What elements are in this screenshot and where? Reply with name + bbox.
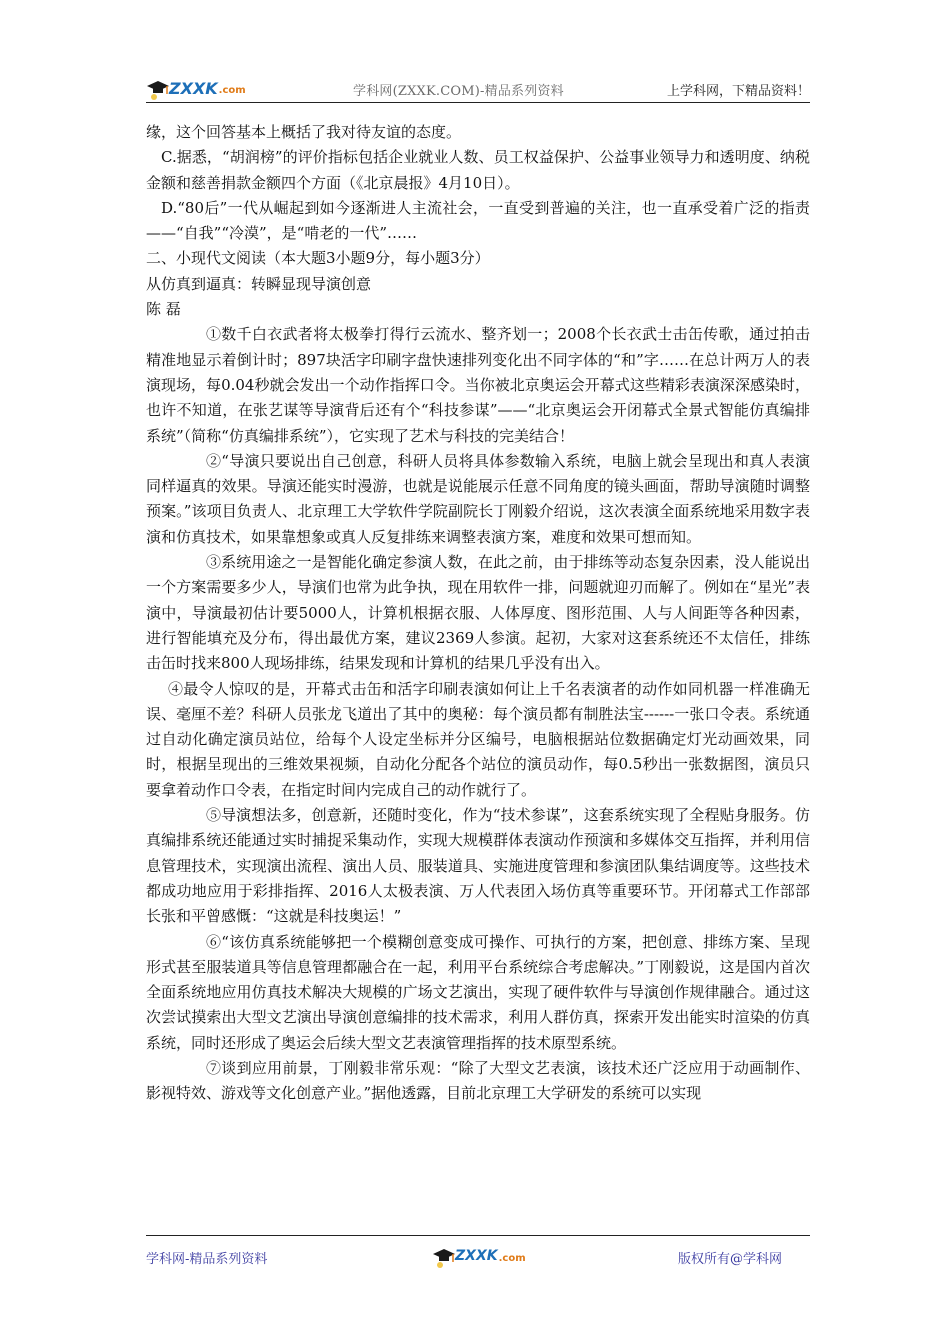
paragraph-6: ⑥“该仿真系统能够把一个模糊创意变成可操作、可执行的方案，把创意、排练方案、呈现形式甚至服装道具等信息管理都融合在一起，利用平台系统综合考虑解决。”丁刚毅说，这是国内首次全面系统地应用仿真技术解决大规模的广场文艺演出，实现了硬件软件与导演创作规律融合。通过这次尝试摸索出大型文艺演出导演创意编排的技术需求，利用人群仿真，探索开发出能实时渲染的仿真系统，同时还形成了奥运会后续大型文艺表演管理指挥的技术原型系统。 (146, 932, 810, 1052)
footer-divider (146, 1235, 810, 1236)
header-title: 学科网(ZXXK.COM)-精品系列资料 (353, 84, 564, 99)
footer-copyright: 版权所有@学科网 (677, 1252, 782, 1267)
logo-suffix: .com (218, 84, 246, 96)
graduation-cap-icon (432, 1247, 454, 1265)
footer-left-text: 学科网-精品系列资料 (146, 1252, 268, 1267)
paragraph-2: ②“导演只要说出自己创意，科研人员将具体参数输入系统，电脑上就会呈现出和真人表演同样逼真的效果。导演还能实时漫游，也就是说能展示任意不同角度的镜头画面，帮助导演随时调整预案。”该项目负责人、北京理工大学软件学院副院长丁刚毅介绍说，这次表演全面系统地采用数字表演和仿真技术，如果靠想象或真人反复排练来调整表演方案，难度和效果可想而知。 (146, 451, 810, 546)
page-header (146, 72, 810, 102)
page-footer (146, 1242, 810, 1272)
option-d: D.“80后”一代从崛起到如今逐渐进人主流社会，一直受到普遍的关注，也一直承受着广泛的指责——“自我”“冷漠”，是“啃老的一代”…… (146, 198, 810, 243)
paragraph-1: ①数千白衣武者将太极拳打得行云流水、整齐划一；2008个长衣武士击缶传歌，通过拍击精准地显示着倒计时；897块活字印刷字盘快速排列变化出不同字体的“和”字……在总计两万人的表演现场，每0.04秒就会发出一个动作指挥口令。当你被北京奥运会开幕式这些精彩表演深深感染时，也许不知道，在张艺谋等导演背后还有个“科技参谋”——“北京奥运会开闭幕式全景式智能仿真编排系统”（简称“仿真编排系统”），它实现了艺术与科技的完美结合！ (146, 325, 810, 445)
paragraph-continuation: 缘，这个回答基本上概括了我对待友谊的态度。 (146, 123, 462, 141)
paragraph-4: ④最令人惊叹的是，开幕式击缶和活字印刷表演如何让上千名表演者的动作如同机器一样准确无误、毫厘不差？科研人员张龙飞道出了其中的奥秘：每个演员都有制胜法宝------一张口令表。系统通过自动化确定演员站位，给每个人设定坐标并分区编号，电脑根据站位数据确定灯光动画效果，同时，根据呈现出的三维效果视频，自动化分配各个站位的演员动作，每0.5秒出一张数据图，演员只要拿着动作口令表，在指定时间内完成自己的动作就行了。 (146, 679, 810, 799)
footer-logo-suffix: .com (498, 1252, 526, 1264)
document-body (146, 120, 810, 1107)
logo-text: ZXXK (169, 78, 218, 98)
article-author: 陈 磊 (146, 300, 181, 319)
option-c: C.据悉，“胡润榜”的评价指标包括企业就业人数、员工权益保护、公益事业领导力和透明度、纳税金额和慈善捐款金额四个方面（《北京晨报》4月10日）。 (146, 148, 810, 192)
paragraph-5: ⑤导演想法多，创意新，还随时变化，作为“技术参谋”，这套系统实现了全程贴身服务。仿真编排系统还能通过实时捕捉采集动作，实现大规模群体表演动作预演和多媒体交互指挥，并利用信息管理技术，实现演出流程、演出人员、服装道具、实施进度管理和参演团队集结调度等。这些技术都成功地应用于彩排指挥、2016人太极表演、万人代表团入场仿真等重要环节。开闭幕式工作部部长张和平曾感慨：“这就是科技奥运！” (146, 806, 810, 926)
footer-zxxk-logo (432, 1242, 526, 1270)
footer-logo-text: ZXXK (455, 1248, 498, 1264)
section-heading: 二、小现代文阅读（本大题3小题9分，每小题3分） (146, 249, 490, 268)
zxxk-logo (146, 74, 246, 102)
article-title: 从仿真到逼真：转瞬显现导演创意 (146, 274, 372, 293)
header-divider (146, 102, 810, 103)
paragraph-7: ⑦谈到应用前景，丁刚毅非常乐观：“除了大型文艺表演，该技术还广泛应用于动画制作、影视特效、游戏等文化创意产业。”据他透露，目前北京理工大学研发的系统可以实现 (146, 1058, 810, 1103)
graduation-cap-icon (146, 79, 168, 97)
header-slogan: 上学科网，下精品资料！ (666, 84, 810, 99)
paragraph-3: ③系统用途之一是智能化确定参演人数，在此之前，由于排练等动态复杂因素，没人能说出一个方案需要多少人，导演们也常为此争执，现在用软件一排，问题就迎刃而解了。例如在“星光”表演中，导演最初估计要5000人，计算机根据衣服、人体厚度、图形范围、人与人间距等各种因素，进行智能填充及分布，得出最优方案，建议2369人参演。起初，大家对这套系统还不太信任，排练击缶时找来800人现场排练，结果发现和计算机的结果几乎没有出入。 (146, 553, 810, 673)
